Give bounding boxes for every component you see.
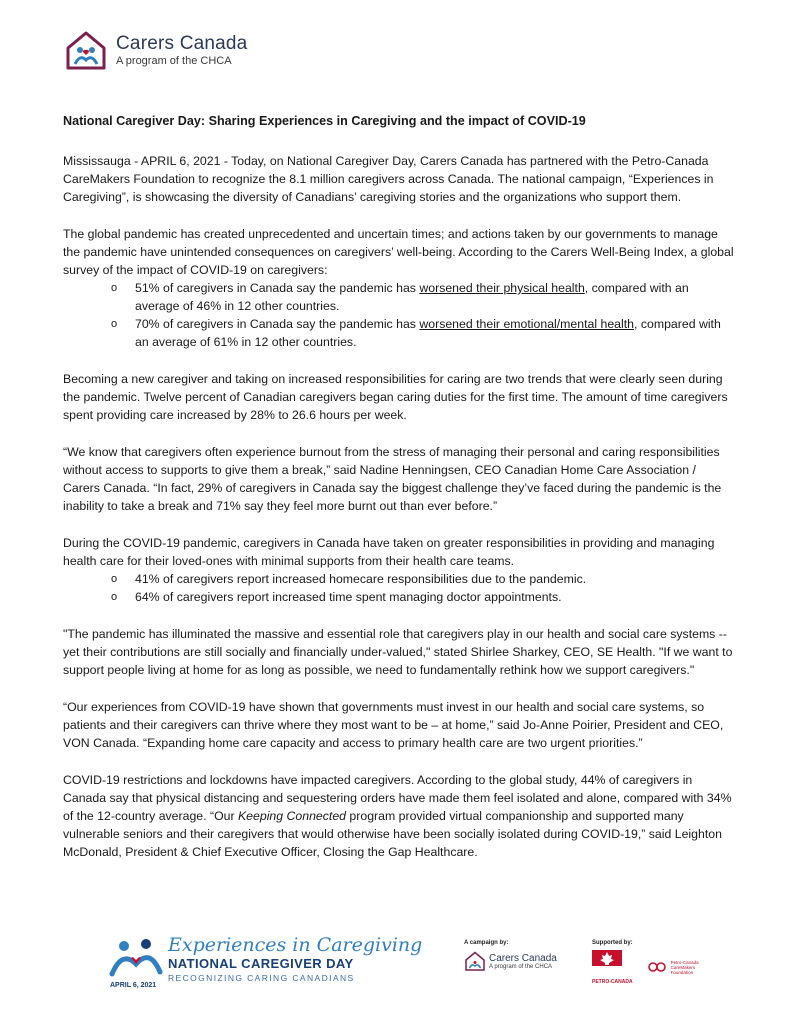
supported-block	[592, 940, 705, 985]
paragraph-2: The global pandemic has created unprecedented and uncertain times; and actions taken by our governments to manage the pandemic have unintended consequences on caregivers’ well-being. According to the Carers Well-Being Index, a global survey of the impact of COVID-19 on caregivers:	[63, 227, 734, 277]
event-subtitle: NATIONAL CAREGIVER DAY	[168, 956, 354, 971]
list-item: o 41% of caregivers report increased homecare responsibilities due to the pandemic.	[135, 570, 735, 588]
campaign-label: A campaign by:	[464, 940, 509, 946]
petro-canada-logo: PETRO-CANADA	[592, 950, 633, 985]
campaign-logo	[464, 950, 557, 972]
hearts-icon	[647, 961, 669, 975]
campaign-name: Carers Canada	[489, 952, 557, 964]
supported-label: Supported by:	[592, 940, 633, 946]
caregivers-figures-icon	[108, 934, 164, 984]
survey-list	[63, 279, 735, 351]
article-title: National Caregiver Day: Sharing Experiences in Caregiving and the impact of COVID-19	[63, 114, 586, 128]
experiences-in-caregiving-logo	[108, 934, 422, 984]
carers-canada-logo	[64, 28, 247, 72]
logo-subtitle: A program of the CHCA	[116, 54, 232, 67]
caremakers-logo: Petro-Canada CareMakers Foundation	[647, 960, 705, 975]
responsibilities-list	[63, 570, 735, 606]
event-date: APRIL 6, 2021	[110, 982, 157, 989]
house-heart-icon	[464, 950, 486, 972]
paragraph-8: COVID-19 restrictions and lockdowns have impacted caregivers. According to the global study, 44% of caregivers in Canada say that physical distancing and sequestering orders have made them feel isolated and alone, compared with 34% of the 12-country average. “Our Keeping Connected program provided virtual companionship and supported many vulnerable seniors and their caregivers that would otherwise have been socially isolated during COVID-19,” said Leighton McDonald, President & Chief Executive Officer, Closing the Gap Healthcare.	[63, 773, 732, 859]
paragraph-3: Becoming a new caregiver and taking on increased responsibilities for caring are two trends that were clearly seen during the pandemic. Twelve percent of Canadian caregivers began caring duties for the first time. The amount of time caregivers spent providing care increased by 28% to 26.6 hours per week.	[63, 372, 728, 422]
logo-name: Carers Canada	[116, 32, 248, 54]
list-item: o 64% of caregivers report increased time spent managing doctor appointments.	[135, 588, 735, 606]
event-tagline: RECOGNIZING CARING CANADIANS	[168, 973, 355, 983]
paragraph-1: Mississauga - APRIL 6, 2021 - Today, on National Caregiver Day, Carers Canada has partnered with the Petro-Canada CareMakers Foundation to recognize the 8.1 million caregivers across Canada. The national campaign, “Experiences in Caregiving”, is showcasing the diversity of Canadians’ caregiving stories and the organizations who support them.	[63, 154, 714, 204]
article-body	[63, 112, 735, 880]
campaign-sub: A program of the CHCA	[489, 963, 553, 970]
maple-leaf-icon	[592, 950, 622, 974]
paragraph-5: During the COVID-19 pandemic, caregivers in Canada have taken on greater responsibilities in providing and managing health care for their loved-ones with minimal supports from their health care teams.	[63, 536, 715, 568]
paragraph-7: “Our experiences from COVID-19 have shown that governments must invest in our health and social care systems, so patients and their caregivers can thrive where they most want to be – at home,” said Jo-Anne Poirier, President and CEO, VON Canada. “Expanding home care capacity and access to primary health care are two urgent priorities.”	[63, 700, 724, 750]
house-heart-icon	[64, 28, 108, 72]
list-item: o 51% of caregivers in Canada say the pandemic has worsened their physical health, compared with an average of 46% in 12 other countries.	[135, 279, 735, 315]
campaign-block	[464, 940, 557, 972]
paragraph-4: “We know that caregivers often experience burnout from the stress of managing their personal and caring responsibilities without access to supports to give them a break,” said Nadine Henningsen, CEO Canadian Home Care Association / Carers Canada. “In fact, 29% of caregivers in Canada say the biggest challenge they’ve faced during the pandemic is the inability to take a break and 71% say they feel more burnt out than ever before.”	[63, 445, 722, 513]
list-item: o 70% of caregivers in Canada say the pandemic has worsened their emotional/mental health, compared with an average of 61% in 12 other countries.	[135, 315, 735, 351]
event-title: Experiences in Caregiving	[168, 934, 423, 956]
paragraph-6: "The pandemic has illuminated the massive and essential role that caregivers play in our health and social care systems -- yet their contributions are still socially and financially under-valued," stated Shirlee Sharkey, CEO, SE Health. "If we want to support people living at home for as long as possible, we need to fundamentally rethink how we support caregivers."	[63, 627, 733, 677]
footer	[0, 932, 796, 1002]
